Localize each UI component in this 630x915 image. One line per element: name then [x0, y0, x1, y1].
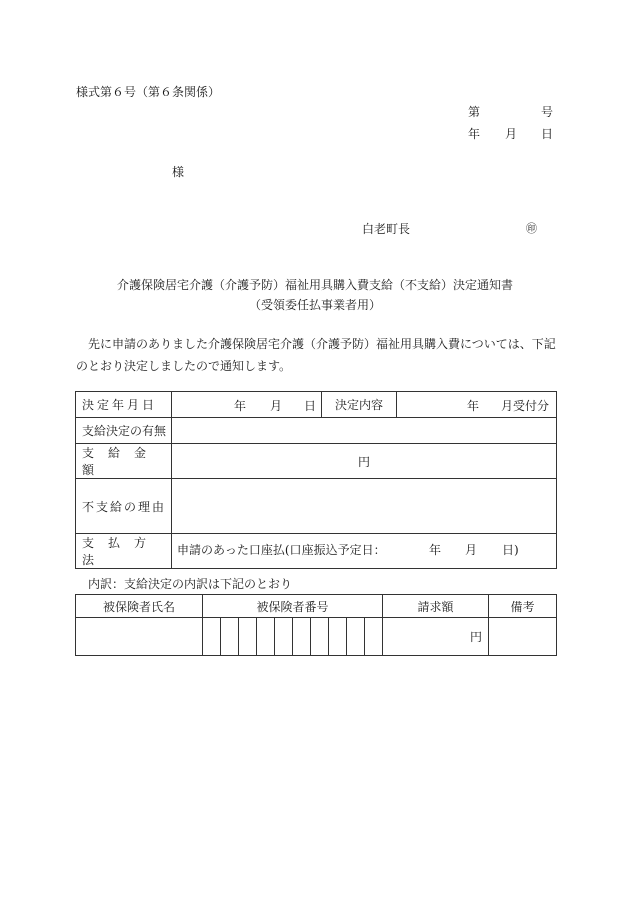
payment-day: 日) — [502, 543, 519, 557]
number-digit-cell — [221, 618, 239, 656]
col-insured-number: 被保険者番号 — [203, 595, 383, 618]
payment-method-value: 申請のあった口座払(口座振込予定日： — [177, 543, 386, 557]
table-row — [76, 418, 557, 444]
table-row — [76, 392, 557, 418]
issue-date-day: 日 — [541, 127, 554, 141]
col-claim-amount: 請求額 — [383, 595, 489, 618]
decision-date-month: 月 — [270, 399, 283, 413]
payment-method-label: 支払方法 — [82, 536, 161, 567]
table-row — [76, 444, 557, 479]
issuer-name: 白老町長 — [362, 222, 411, 236]
payment-method-cell — [172, 534, 557, 569]
availability-value — [172, 418, 557, 444]
decision-date-year: 年 — [234, 399, 247, 413]
number-digit-cell — [203, 618, 221, 656]
amount-label: 支給金額 — [82, 446, 161, 477]
refusal-reason-value — [172, 479, 557, 534]
issue-date-month: 月 — [505, 127, 518, 141]
table-row — [76, 534, 557, 569]
availability-label: 支給決定の有無 — [76, 418, 172, 444]
document-number-prefix: 第 — [468, 105, 481, 119]
decision-content-label: 決定内容 — [322, 392, 397, 418]
number-digit-cell — [329, 618, 347, 656]
document-title: 介護保険居宅介護（介護予防）福祉用具購入費支給（不支給）決定通知書 — [116, 278, 513, 292]
number-digit-cell — [365, 618, 383, 656]
decision-date-day: 日 — [304, 399, 317, 413]
decision-date-label: 決定年月日 — [82, 398, 158, 412]
claim-amount-yen: 円 — [383, 618, 489, 656]
received-month-suffix: 月受付分 — [501, 399, 550, 413]
col-remarks: 備考 — [489, 595, 557, 618]
number-digit-cell — [311, 618, 329, 656]
seal-mark: ㊞ — [526, 222, 537, 235]
number-digit-cell — [293, 618, 311, 656]
number-digit-cell — [347, 618, 365, 656]
addressee-suffix: 様 — [172, 165, 185, 179]
received-cell — [397, 392, 557, 418]
payment-year: 年 — [429, 543, 442, 557]
breakdown-table — [75, 594, 557, 656]
table-row — [76, 618, 557, 656]
document-subtitle: （受領委任払事業者用） — [248, 298, 381, 312]
issue-date-year: 年 — [468, 127, 481, 141]
form-number: 様式第６号（第６条関係） — [76, 85, 221, 99]
col-insured-name: 被保険者氏名 — [76, 595, 203, 618]
number-digit-cell — [239, 618, 257, 656]
document-number-suffix: 号 — [541, 105, 554, 119]
amount-yen: 円 — [172, 444, 557, 479]
remarks-cell — [489, 618, 557, 656]
table-row — [76, 595, 557, 618]
insured-name-cell — [76, 618, 203, 656]
refusal-reason-label: 不支給の理由 — [82, 499, 167, 514]
table-row — [76, 479, 557, 534]
notice-body: 先に申請のありました介護保険居宅介護（介護予防）福祉用具購入費については、下記のとおり決定しましたので通知します。 — [76, 337, 556, 373]
decision-date-cell — [172, 392, 322, 418]
breakdown-title: 内訳：支給決定の内訳は下記のとおり — [88, 577, 293, 591]
number-digit-cell — [275, 618, 293, 656]
number-digit-cell — [257, 618, 275, 656]
received-year: 年 — [467, 399, 480, 413]
payment-month: 月 — [465, 543, 478, 557]
decision-table — [75, 391, 557, 569]
